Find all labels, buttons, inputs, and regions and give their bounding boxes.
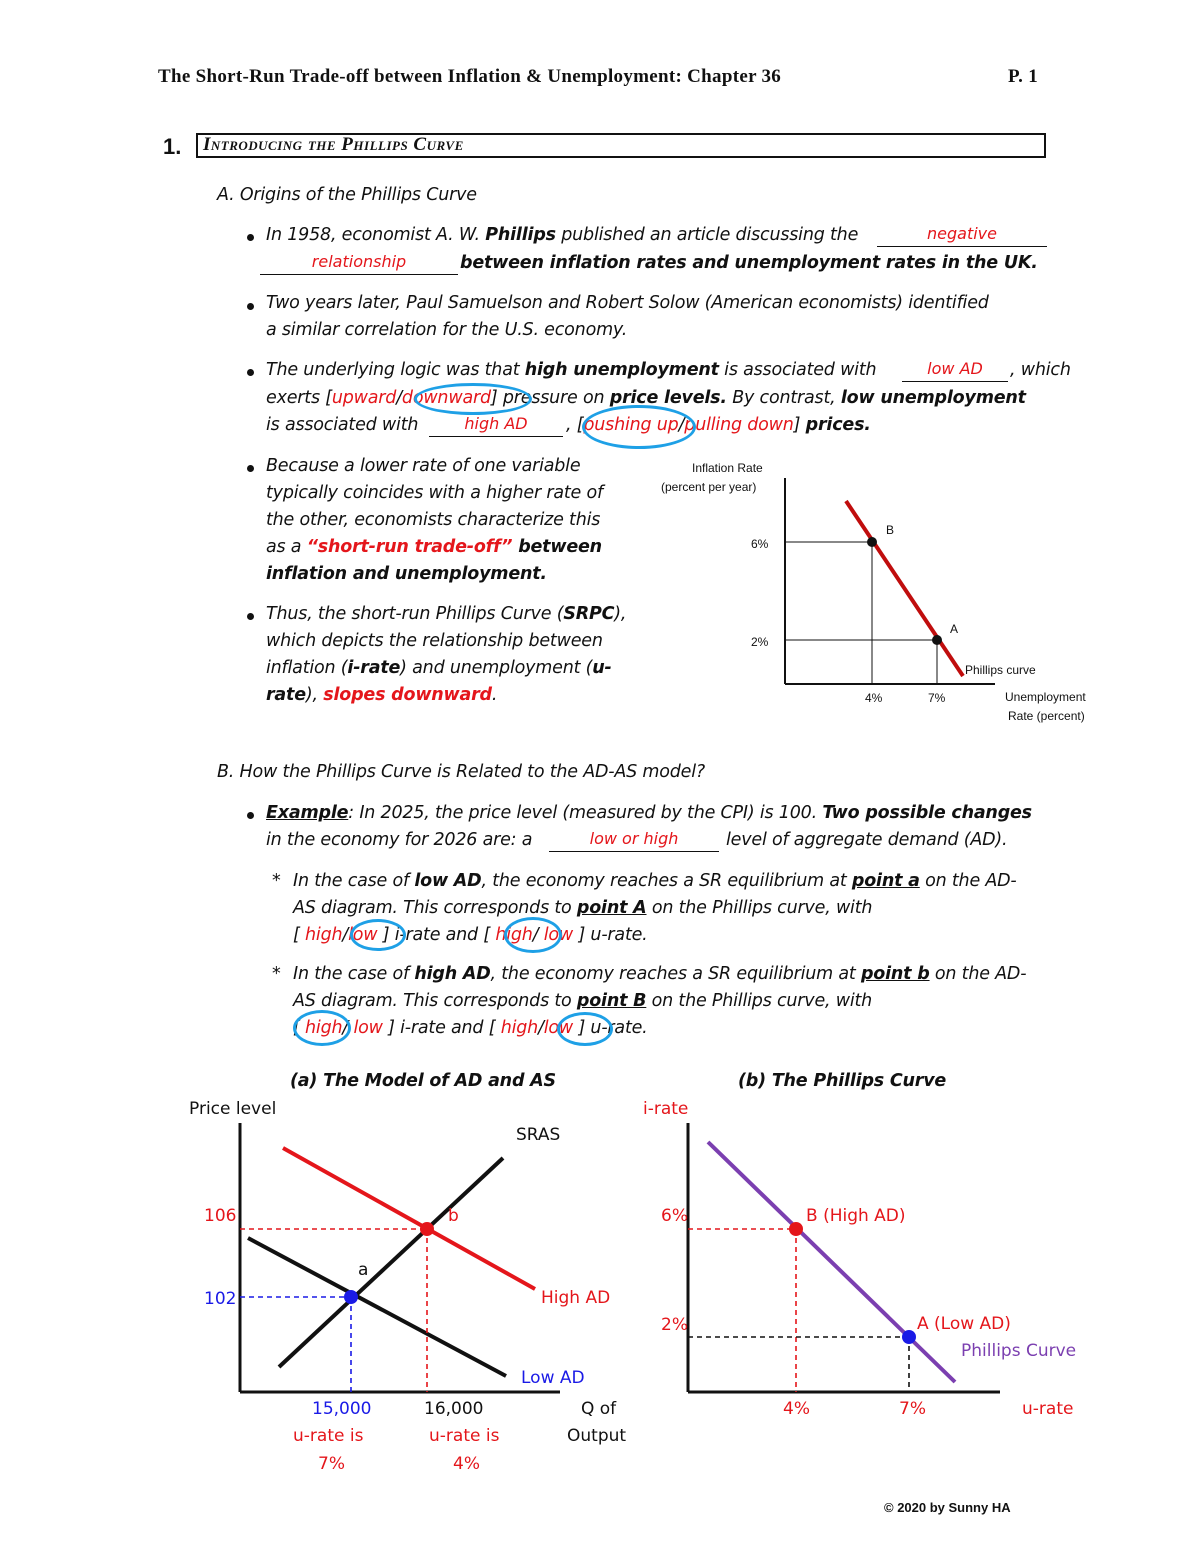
adas-ylabel: Price level [189, 1099, 277, 1119]
pc-tick-7: 7% [899, 1399, 926, 1419]
pc-label-a: A (Low AD) [917, 1314, 1011, 1334]
bullet-4-line-2: typically coincides with a higher rate of [266, 483, 603, 503]
pc-point-b [789, 1222, 803, 1236]
low-ad-label: Low AD [521, 1368, 585, 1388]
point-b [420, 1222, 434, 1236]
bullet-3-line-1: The underlying logic was that high unemployment is associated with [266, 360, 877, 380]
sub-1-line-2: AS diagram. This corresponds to point A on the Phillips curve, with [293, 898, 873, 918]
high-ad-line [283, 1148, 535, 1289]
sub-1-line-1: In the case of low AD, the economy reaches a SR equilibrium at point a on the AD- [293, 871, 1017, 891]
sub-1-line-3: [ high/low ] i-rate and [ high/ low ] u-rate. [293, 925, 648, 945]
small-label-b: B [886, 523, 895, 537]
high-ad-label: High AD [541, 1288, 611, 1308]
label-a: a [358, 1260, 369, 1280]
sub-2-line-3: [ high/ low ] i-rate and [ high/low ] u-rate. [293, 1018, 648, 1038]
point-a [344, 1290, 358, 1304]
section-number: 1. [163, 134, 182, 159]
bullet-4-line-4: as a “short-run trade-off” between [266, 537, 602, 557]
sub-2-line-1: In the case of high AD, the economy reaches a SR equilibrium at point b on the AD- [293, 964, 1027, 984]
bullet-2-line-1: Two years later, Paul Samuelson and Robert Solow (American economists) identified [266, 293, 989, 313]
bullet-3-line-2: exerts [upward/downward] pressure on price levels. By contrast, low unemployment [266, 388, 1026, 408]
price-106: 106 [204, 1206, 237, 1226]
q-15000: 15,000 [312, 1399, 372, 1419]
urate-7-label: u-rate is [293, 1426, 364, 1446]
example-line-2-post: level of aggregate demand (AD). [726, 830, 1008, 850]
bullet-1-line-1: In 1958, economist A. W. Phillips published an article discussing the [266, 225, 859, 245]
sras-label: SRAS [516, 1125, 561, 1145]
bullet-5-line-4: rate), slopes downward. [266, 685, 498, 705]
bullet-4-line-3: the other, economists characterize this [266, 510, 601, 530]
bullet-5-line-3: inflation (i-rate) and unemployment (u- [266, 658, 612, 678]
pc-line [708, 1142, 955, 1382]
pc-chart-title: (b) The Phillips Curve [738, 1071, 947, 1091]
pc-tick-6: 6% [661, 1206, 688, 1226]
pc-tick-4: 4% [783, 1399, 810, 1419]
bullet-5-line-2: which depicts the relationship between [266, 631, 603, 651]
small-tick-4: 4% [865, 691, 883, 705]
part-b-heading: B. How the Phillips Curve is Related to the AD-AS model? [217, 762, 705, 782]
pc-tick-2: 2% [661, 1315, 688, 1335]
small-curve-label: Phillips curve [965, 663, 1036, 677]
bullet-3-which: , which [1010, 360, 1071, 380]
sub-2-line-2: AS diagram. This corresponds to point B on the Phillips curve, with [293, 991, 873, 1011]
example-line-2-pre: in the economy for 2026 are: a [266, 830, 533, 850]
sras-line [279, 1158, 503, 1367]
small-xlabel-2: Rate (percent) [1008, 709, 1085, 723]
small-xlabel-1: Unemployment [1005, 690, 1086, 704]
star-1: * [272, 871, 281, 891]
bullet-4-line-1: Because a lower rate of one variable [266, 456, 581, 476]
small-tick-2: 2% [751, 635, 769, 649]
q-16000: 16,000 [424, 1399, 484, 1419]
urate-7-value: 7% [318, 1454, 345, 1474]
pc-point-a [902, 1330, 916, 1344]
label-b: b [448, 1206, 459, 1226]
adas-xlabel-1: Q of [581, 1399, 617, 1419]
blank-low-or-high: low or high [549, 829, 719, 852]
adas-chart-title: (a) The Model of AD and AS [290, 1071, 556, 1091]
copyright-footer: © 2020 by Sunny HA [884, 1500, 1011, 1515]
urate-4-label: u-rate is [429, 1426, 500, 1446]
low-ad-line [248, 1238, 506, 1376]
urate-4-value: 4% [453, 1454, 480, 1474]
pc-label-b: B (High AD) [806, 1206, 906, 1226]
small-tick-6: 6% [751, 537, 769, 551]
small-ylabel-1: Inflation Rate [692, 461, 763, 475]
pc-xlabel: u-rate [1022, 1399, 1074, 1419]
section-title: Introducing the Phillips Curve [203, 134, 464, 155]
blank-negative: negative [877, 224, 1047, 247]
bullet-3-line-3: , [pushing up/pulling down] prices. [566, 415, 871, 435]
pc-curve-label: Phillips Curve [961, 1341, 1077, 1361]
bullet-1-line-2: between inflation rates and unemployment rates in the UK. [460, 253, 1038, 273]
small-label-a: A [950, 622, 959, 636]
blank-high-ad: high AD [429, 414, 563, 437]
page-number: P. 1 [1008, 66, 1039, 87]
page-header-title: The Short-Run Trade-off between Inflation & Unemployment: Chapter 36 [158, 66, 782, 87]
blank-low-ad: low AD [902, 359, 1008, 382]
bullet-4-line-5: inflation and unemployment. [266, 564, 547, 584]
part-a-heading: A. Origins of the Phillips Curve [217, 185, 477, 205]
adas-xlabel-2: Output [567, 1426, 627, 1446]
small-ylabel-2: (percent per year) [661, 480, 757, 494]
bullet-2-line-2: a similar correlation for the U.S. economy. [266, 320, 628, 340]
blank-relationship: relationship [260, 252, 458, 275]
small-tick-7: 7% [928, 691, 946, 705]
bullet-5-line-1: Thus, the short-run Phillips Curve (SRPC), [266, 604, 627, 624]
pc-ylabel: i-rate [643, 1099, 689, 1119]
price-102: 102 [204, 1289, 237, 1309]
bullet-3-line-3-label: is associated with [266, 415, 419, 435]
star-2: * [272, 964, 281, 984]
example-line-1: Example: In 2025, the price level (measured by the CPI) is 100. Two possible changes [266, 803, 1032, 823]
